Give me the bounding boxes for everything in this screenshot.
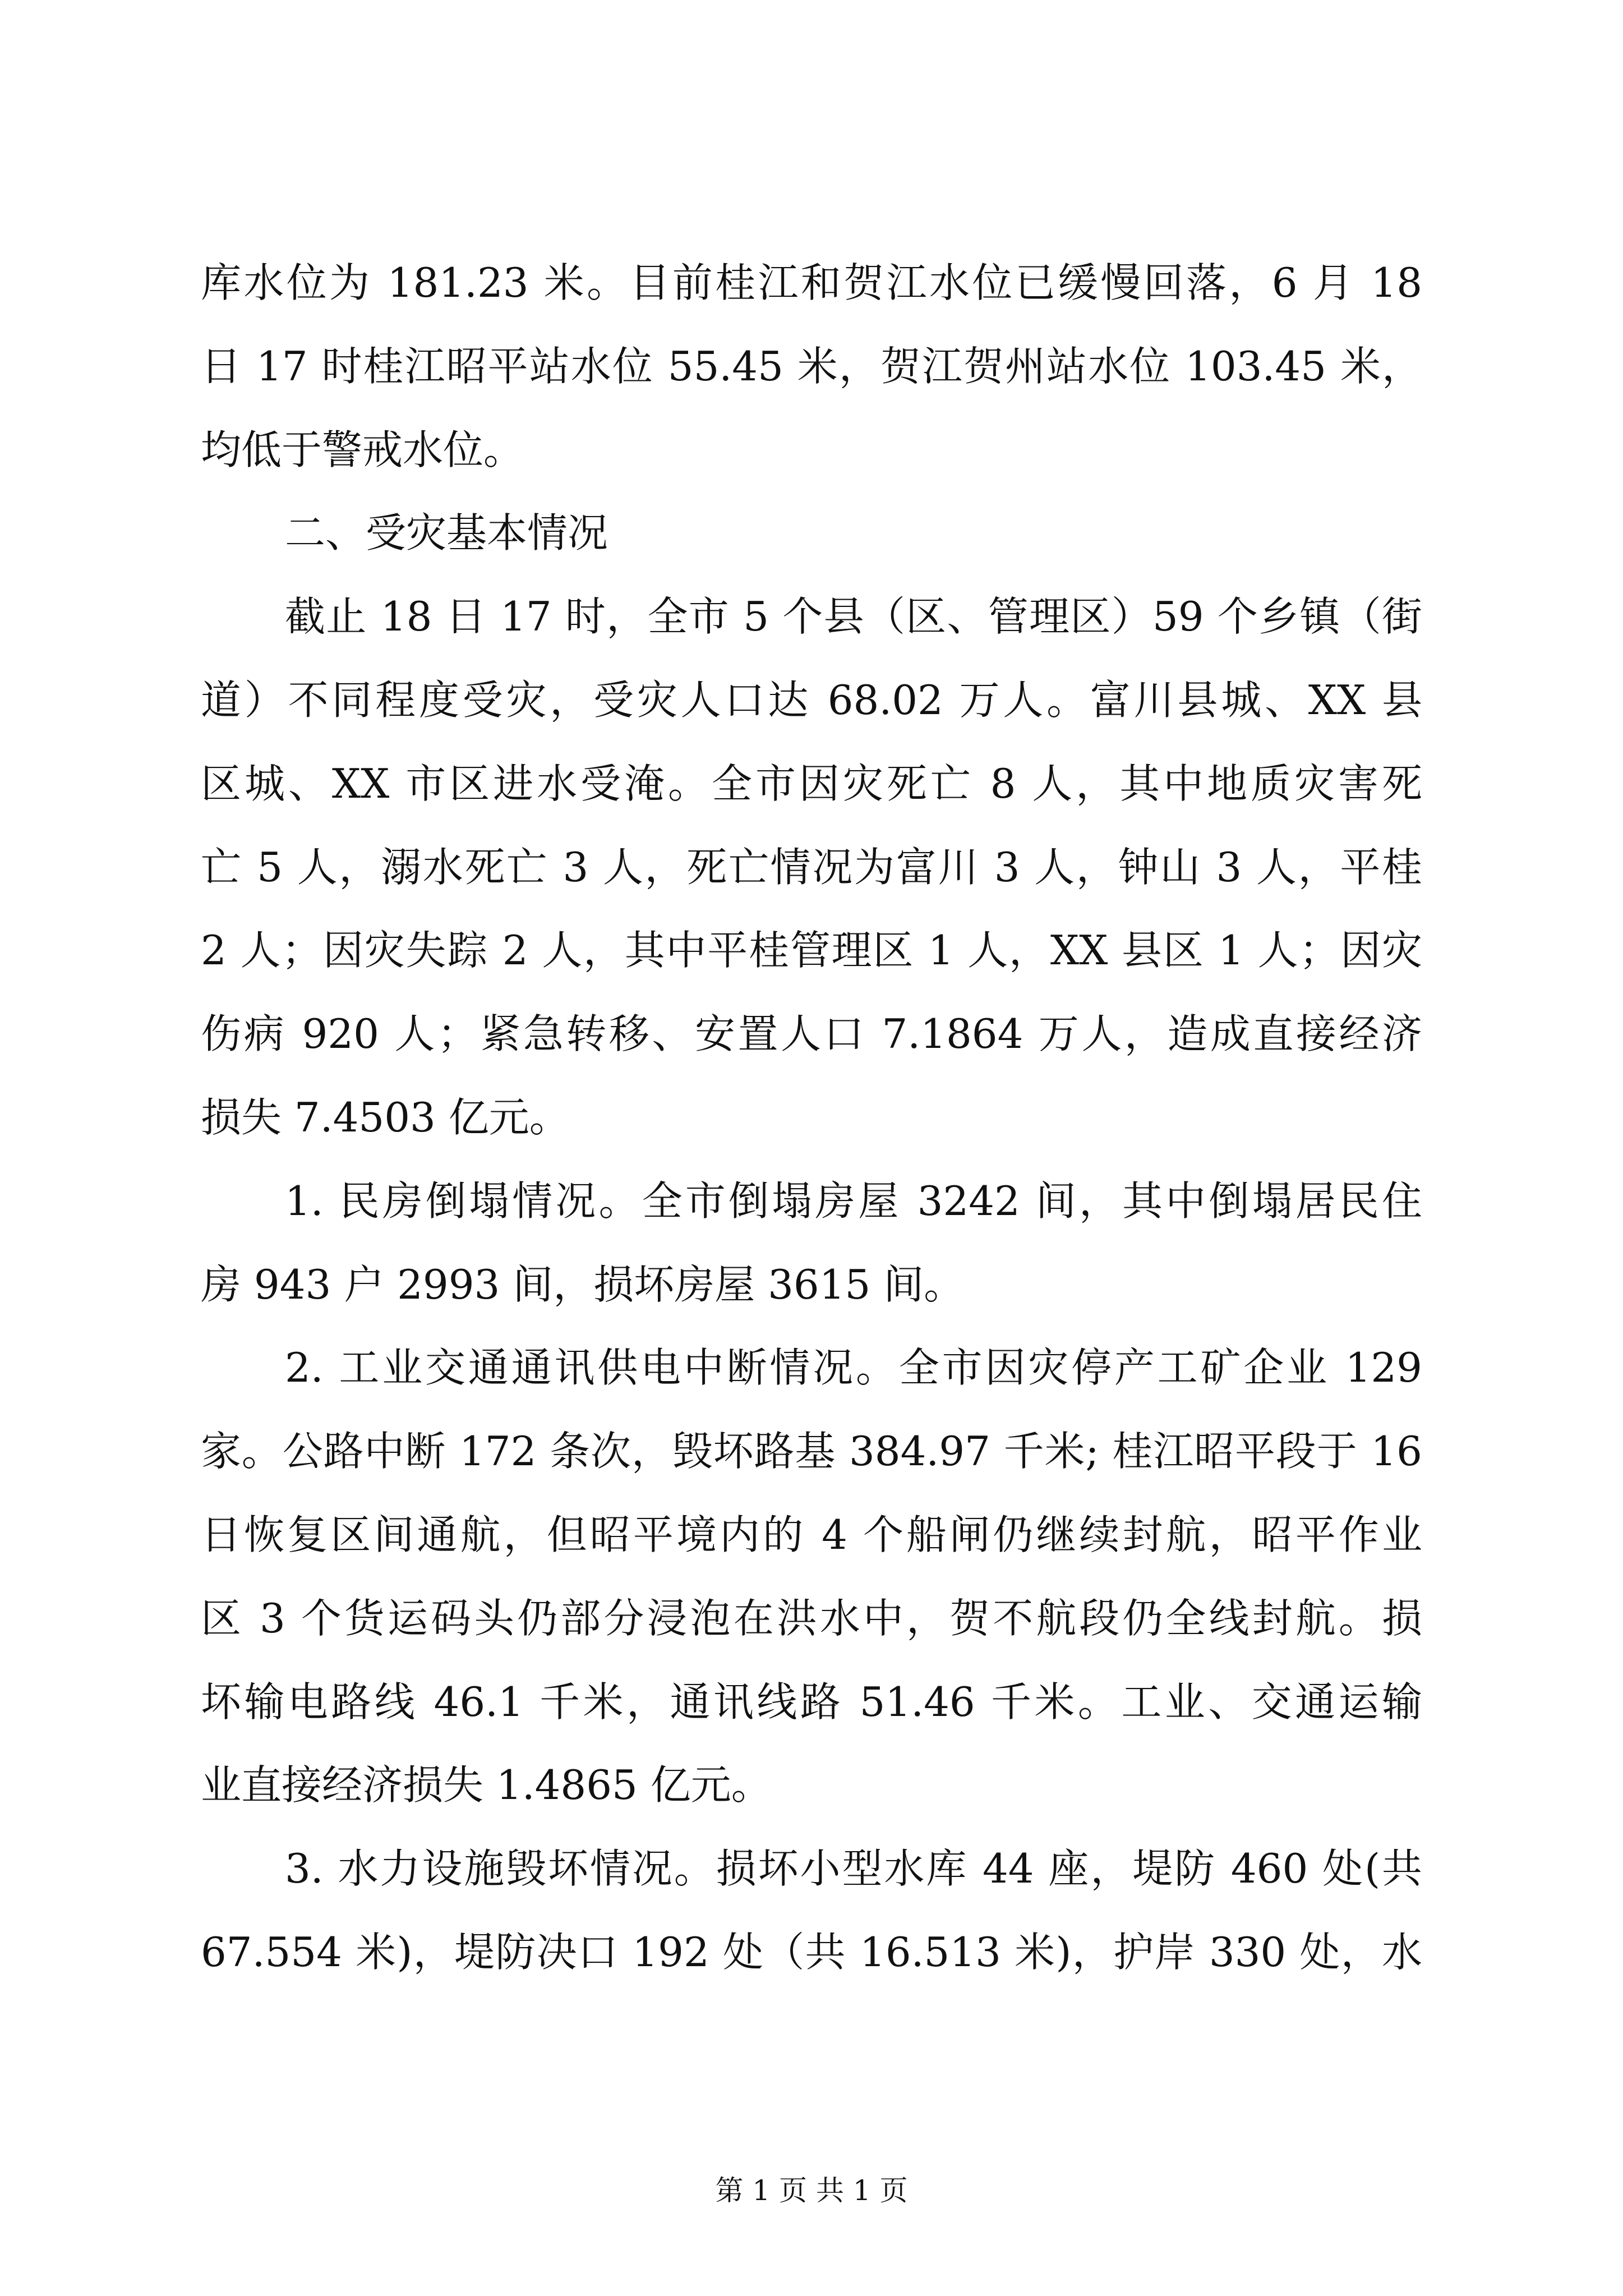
text-line: 道）不同程度受灾，受灾人口达 68.02 万人。富川县城、XX 县 xyxy=(201,676,1422,724)
text-line: 3. 水力设施毁坏情况。损坏小型水库 44 座，堤防 460 处(共 xyxy=(285,1845,1422,1893)
text-line: 截止 18 日 17 时，全市 5 个县（区、管理区）59 个乡镇（街 xyxy=(285,593,1422,641)
text-line: 损失 7.4503 亿元。 xyxy=(201,1093,570,1141)
text-line: 亡 5 人，溺水死亡 3 人，死亡情况为富川 3 人，钟山 3 人，平桂 xyxy=(201,843,1422,891)
section-heading: 二、受灾基本情况 xyxy=(285,509,608,557)
text-line: 日 17 时桂江昭平站水位 55.45 米，贺江贺州站水位 103.45 米， xyxy=(201,342,1422,390)
text-line: 业直接经济损失 1.4865 亿元。 xyxy=(201,1761,772,1809)
text-line: 库水位为 181.23 米。目前桂江和贺江水位已缓慢回落，6 月 18 xyxy=(201,259,1422,306)
text-line: 均低于警戒水位。 xyxy=(201,426,524,473)
text-line: 2 人；因灾失踪 2 人，其中平桂管理区 1 人，XX 县区 1 人；因灾 xyxy=(201,927,1422,974)
text-line: 坏输电路线 46.1 千米，通讯线路 51.46 千米。工业、交通运输 xyxy=(201,1678,1422,1726)
text-line: 日恢复区间通航，但昭平境内的 4 个船闸仍继续封航，昭平作业 xyxy=(201,1511,1422,1558)
text-line: 区 3 个货运码头仍部分浸泡在洪水中，贺不航段仍全线封航。损 xyxy=(201,1594,1422,1642)
text-line: 房 943 户 2993 间，损坏房屋 3615 间。 xyxy=(201,1260,965,1308)
text-line: 伤病 920 人；紧急转移、安置人口 7.1864 万人，造成直接经济 xyxy=(201,1010,1422,1058)
text-line: 67.554 米)，堤防决口 192 处（共 16.513 米)，护岸 330 处，水 xyxy=(201,1928,1422,1976)
text-line: 1. 民房倒塌情况。全市倒塌房屋 3242 间，其中倒塌居民住 xyxy=(285,1177,1422,1225)
page-footer: 第 1 页 共 1 页 xyxy=(715,2174,908,2207)
text-line: 2. 工业交通通讯供电中断情况。全市因灾停产工矿企业 129 xyxy=(285,1344,1422,1392)
text-line: 区城、XX 市区进水受淹。全市因灾死亡 8 人，其中地质灾害死 xyxy=(201,760,1422,807)
text-line: 家。公路中断 172 条次，毁坏路基 384.97 千米; 桂江昭平段于 16 xyxy=(201,1428,1422,1475)
document-body xyxy=(201,259,1422,2016)
